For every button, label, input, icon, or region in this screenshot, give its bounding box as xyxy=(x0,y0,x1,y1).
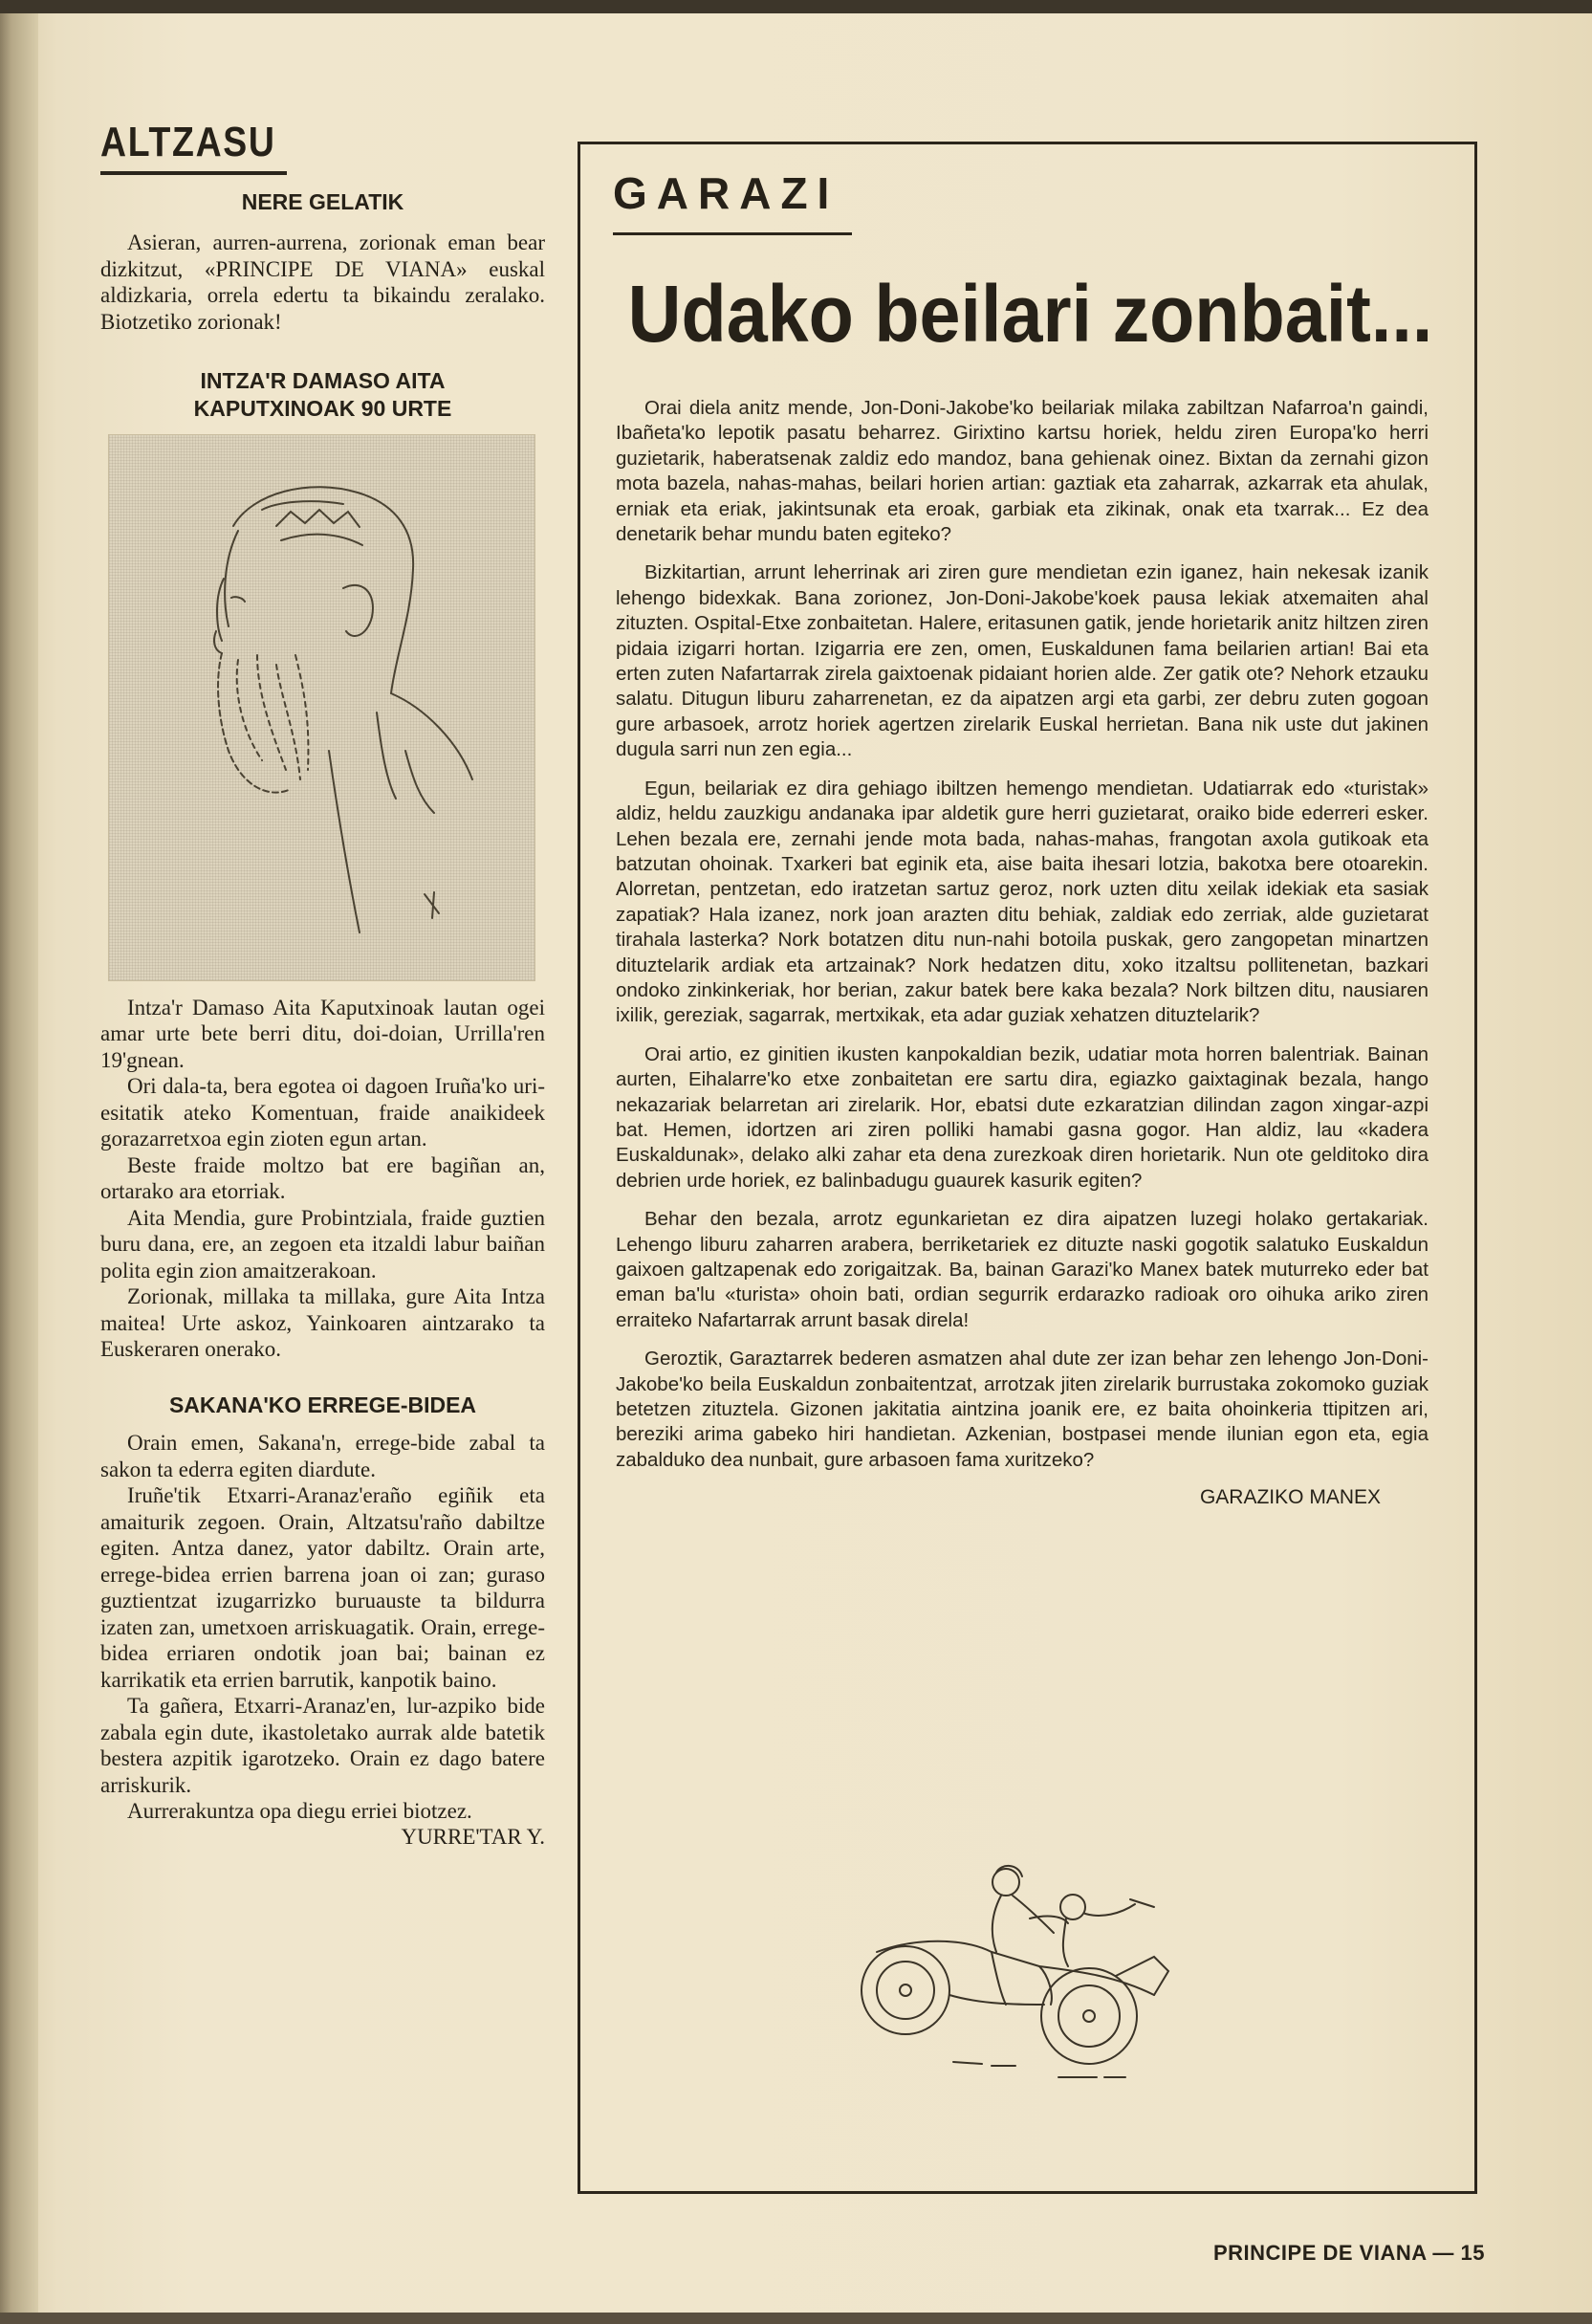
sakana-signature: YURRE'TAR Y. xyxy=(401,1824,545,1849)
intza-heading-line1: INTZA'R DAMASO AITA xyxy=(200,368,446,394)
article-body xyxy=(616,396,1428,1509)
sakana-paragraph-1: Orain emen, Sakana'n, errege-bide zabal ta sakon ta ederra egiten diardute. xyxy=(100,1431,545,1481)
car-drawing xyxy=(839,1861,1202,2091)
section-title: ALTZASU xyxy=(100,119,276,165)
page-top-edge xyxy=(0,0,1592,13)
portrait-drawing xyxy=(109,435,534,980)
nere-gelatik-paragraph: Asieran, aurren-aurrena, zorionak eman bear dizkitzut, «PRINCIPE DE VIANA» euskal aldizkaria, orrela edertu ta bikaindu zeralako. Biotzetiko zorionak! xyxy=(100,230,545,334)
article-paragraph-2: Bizkitartian, arrunt leherrinak ari ziren gure mendietan ezin iganez, hain nekesak izanik lehengo bidexkak. Bana zorionez, Jon-Doni-Jakobe'koek pausa lekiak atxemaiten ahal zituzten. Ospital-Etxe zonbaitetan. Halere, eritasunen gatik, jende horietarik anitz hiltzen ziren pidaia izigarri hortan. Izigarria ere zen, omen, Euskaldunen fama beilarien artian! Bai eta erten zuten Nafartarrak zirela gaixtoenak pidaiant horien alde. Zer gatik ote? Nehork etzauku salatu. Ditugun liburu zaharrenetan, ez da aipatzen argi eta garbi, zer debru zuten gogoan gure arbasoek, arrotz horiek agertzen zirelarik Euskal herrietan. Bana nik uste dut jakinen dugula sarri nun zen egia... xyxy=(616,561,1428,761)
article-headline: Udako beilari zonbait... xyxy=(627,269,1433,359)
intza-paragraph-2: Ori dala-ta, bera egotea oi dagoen Iruña'ko uri-esitatik ateko Komentuan, fraide anaikideek gorazarretxoa egin zioten egun artan. xyxy=(100,1074,545,1151)
sakana-paragraph-4: Aurrerakuntza opa diegu erriei biotzez. xyxy=(127,1799,472,1824)
portrait-sketch xyxy=(108,434,535,981)
article-paragraph-1: Orai diela anitz mende, Jon-Doni-Jakobe'ko beilariak milaka zabiltzan Nafarroa'n gaindi, Ibañeta'ko lepotik pasatu beharrez. Girixtino kartsu horiek, heldu ziren Europa'ko herri guzietarik, haberatsenak zaldiz edo mandoz, bana gehienak oinez. Bixtan da zernahi gizon mota bazela, nahas-mahas, beilari horien artian: gaztiak eta zaharrak, azkarrak eta ahulak, erniak eta eriak, jakintsunak eta eroak, garbiak eta zikinak, onak eta txarrak... Ez dea denetarik behar mundu baten egiteko? xyxy=(616,397,1428,546)
article-section-rule xyxy=(613,232,852,235)
article-paragraph-6: Geroztik, Garaztarrek bederen asmatzen ahal dute zer izan behar zen lehengo Jon-Doni-Jakobe'ko beila Euskaldun zonbaitentzat, arrotzak jiten zirelarik burrustaka zokomoko guziak betetzen zituztela. Gizonen jakitatia aintzina joanik ere, ez baita ohoinkeria ttipitzen ari, bereziki arima gabeko hiri handietan. Azkenian, bostpasei mende ilunian egon eta, egia zabalduko dea nunbait, gure arbasoen fama xuritzeko? xyxy=(616,1348,1428,1471)
intza-paragraph-5: Zorionak, millaka ta millaka, gure Aita Intza maitea! Urte askoz, Yainkoaren aintzarako ta Euskeraren onerako. xyxy=(100,1284,545,1362)
article-paragraph-4: Orai artio, ez ginitien ikusten kanpokaldian bezik, udatiar mota horren balentriak. Bainan aurten, Eihalarre'ko etxe zonbaitetan ere sartu dira, egiazko gaixtaginak bezala, hango nekazariak belarretan ari zirelarik. Hor, ebatsi dute ezkaratzian dilindan zagon xingar-azpi bat. Hemen, idortzen ari ziren polliki hamabi gasna gogor. Han aldiz, lau «kadera Euskaldunak», delako alki zahar eta dena zurezkoak diren horietarik. Nun ote gelditoko dira debrien urde horiek, ez balinbadugu guaurek kasurik egiten? xyxy=(616,1042,1428,1192)
sakana-heading: SAKANA'KO ERREGE-BIDEA xyxy=(168,1392,477,1417)
page-footer: PRINCIPE DE VIANA — 15 xyxy=(1212,2241,1485,2265)
page-binding xyxy=(0,0,38,2324)
garazi-article-box xyxy=(578,142,1477,2194)
article-paragraph-5: Behar den bezala, arrotz egunkarietan ez dira aipatzen luzegi holako gertakariak. Lehengo liburu zaharren arabera, berriketariek ez dituzte naski gogotik salatuko Euskaldun gaixoen galtzapenak edo zorigaitzak. Ba, bainan Garazi'ko Manex batek muturreko eder bat eman ba'lu «turista» ohoin bati, ordian segurrik erdarazko radioak oro oihuka ariko ziren erraiteko Nafartarrak arrunt basak direla! xyxy=(616,1208,1428,1331)
intza-heading-line2: KAPUTXINOAK 90 URTE xyxy=(193,395,452,421)
page-bottom-edge xyxy=(0,2313,1592,2324)
sakana-paragraph-2: Iruñe'tik Etxarri-Aranaz'eraño egiñik eta amaiturik zegoen. Orain, Altzatsu'raño dabiltze egiten. Antza danez, yator dabiltz. Orain arte, errege-bidea errien barrena joan oi zan; guraso guztientzat izugarrizko buruauste ta bildurra izaten zan, umetxoen arriskuagatik. Orain, errege-bidea erriaren ondotik joan bai; bainan ez karrikatik eta errien barrutik, kanpotik baino. xyxy=(100,1483,545,1692)
vintage-car-illustration xyxy=(839,1861,1202,2095)
nere-gelatik-heading: NERE GELATIK xyxy=(241,189,404,215)
article-byline: GARAZIKO MANEX xyxy=(1199,1486,1381,1509)
sakana-paragraph-3: Ta gañera, Etxarri-Aranaz'en, lur-azpiko bide zabala egin dute, ikastoletako aurrak alde batetik bestera azpitik igarotzeko. Orain ez dago batere arriskurik. xyxy=(100,1694,545,1797)
intza-paragraph-1: Intza'r Damaso Aita Kaputxinoak lautan ogei amar urte bete berri ditu, doi-doian, Urrilla'ren 19'gnean. xyxy=(100,995,545,1072)
section-title-rule xyxy=(100,171,287,175)
intza-paragraph-4: Aita Mendia, gure Probintziala, fraide guztien buru dana, ere, an zegoen eta itzaldi labur baiñan polita egin zion amaitzerakoan. xyxy=(100,1205,545,1283)
left-column xyxy=(100,120,545,1850)
intza-heading xyxy=(100,367,545,423)
article-section-label: GARAZI xyxy=(613,168,840,218)
article-paragraph-3: Egun, beilariak ez dira gehiago ibiltzen hemengo mendietan. Udatiarrak edo «turistak» aldiz, heldu zauzkigu andanaka ipar aldetik gure herri guzietarat, oraiko bide ederreri esker. Lehen bezala ere, zernahi jende mota bada, nahas-mahas, frangotan axola gutikoak eta batzutan ohoinak. Txarkeri bat eginik eta, aise baita ihesari lotzia, bakotxa bere otoarekin. Alorretan, pentzetan, edo iratzetan sartuz geroz, nork uzten ditu xeilak idekiak eta sasiak zapatiak? Hala izanez, nork joan arazten ditu behiak, zaldiak edo zerriak, alde guzietarat tirahala lasterka? Nork botatzen ditu nun-nahi botoila puskak, gero zangopetan minartzen dituztelarik ardiak eta artzainak? Nork hedatzen ditu, xoko itzaltsu pollitenetan, bazkari ondoko zinkinkeriak, hor berian, zakur batek bere kaka bezala? Nork biltzen ditu, nausiaren ixilik, gereziak, sagarrak, mertxikak, eta adar guziak xehatzen dituztelarik? xyxy=(616,777,1428,1027)
intza-paragraph-3: Beste fraide moltzo bat ere bagiñan an, ortarako ara etorriak. xyxy=(100,1152,545,1204)
